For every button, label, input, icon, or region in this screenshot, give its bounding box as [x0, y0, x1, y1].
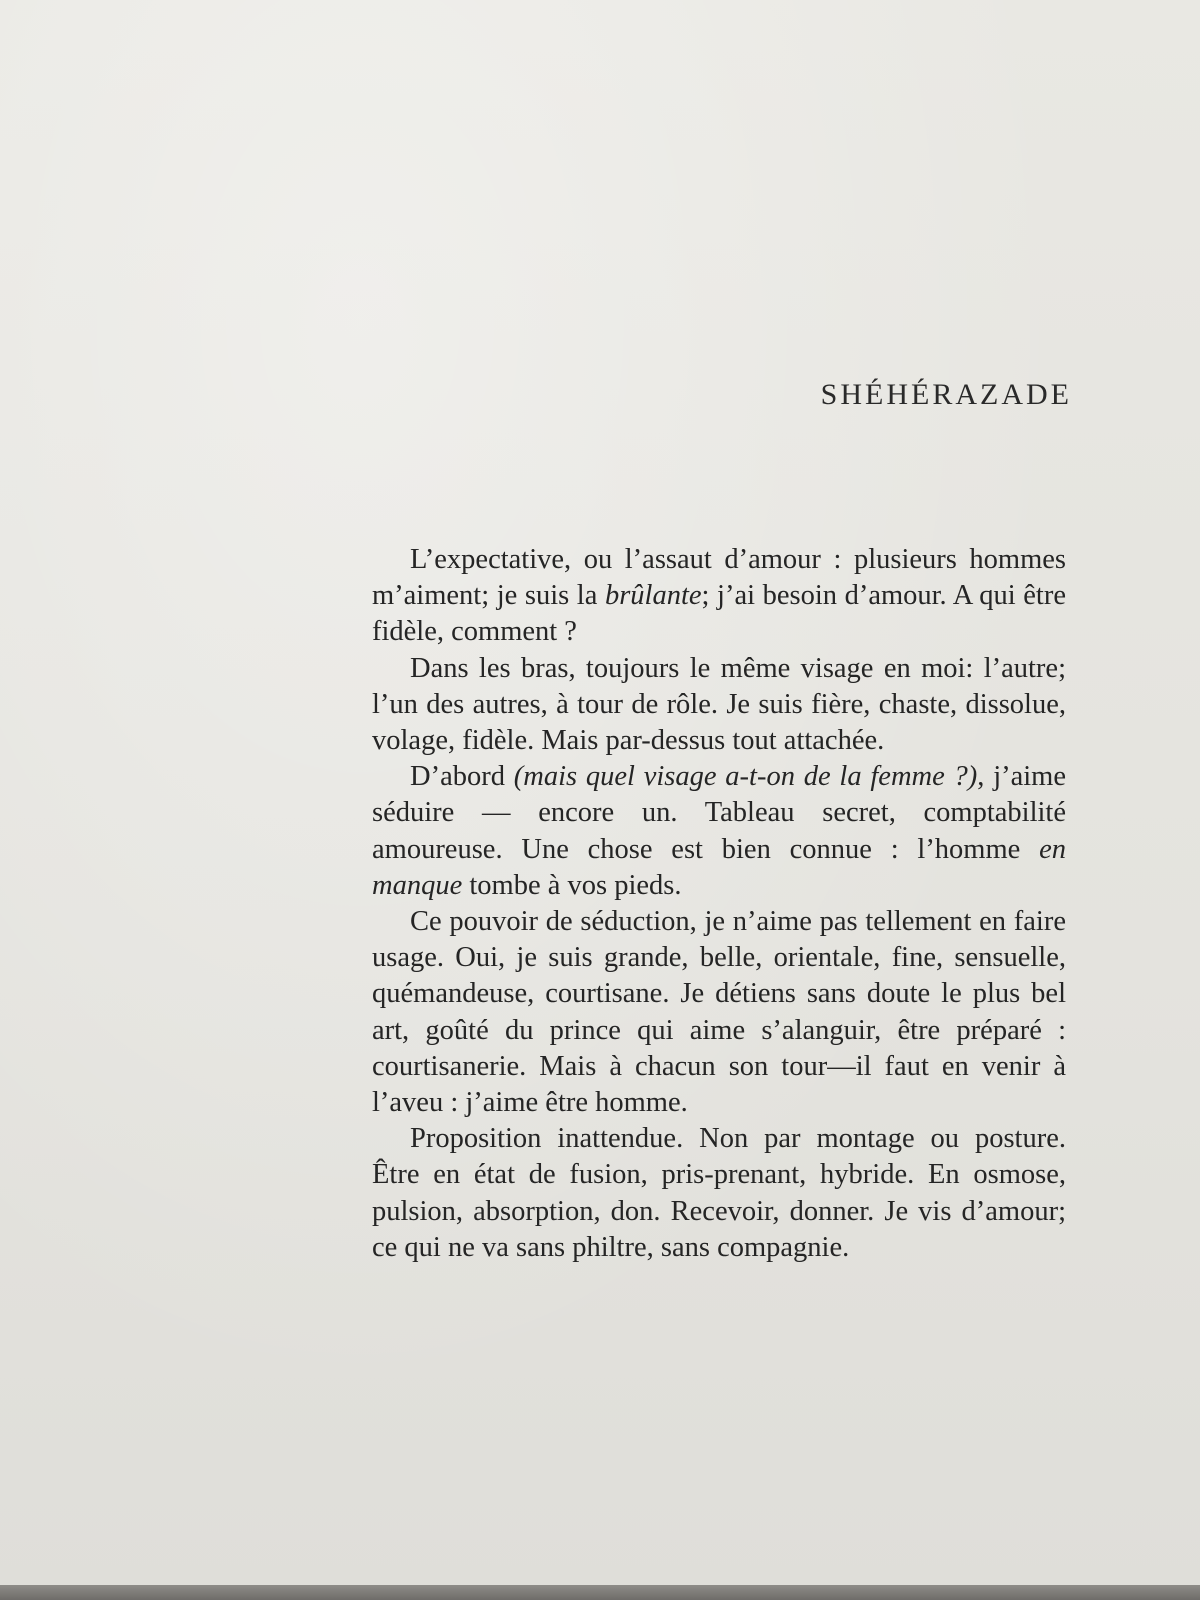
text-run: Ce pouvoir de séduction, je n’aime pas tellement en faire usage. Oui, je suis grande, belle, orientale, fine, sensuelle, quémandeuse, courtisane. Je détiens sans doute le plus bel art, goûté du prince qui aime s’alanguir, être préparé : courtisanerie. Mais à chacun son tour—il faut en venir à l’aveu : j’aime être homme.: [372, 906, 1066, 1119]
page-bottom-edge: [0, 1585, 1200, 1600]
paragraph: [372, 759, 1066, 904]
text-run: , j’aime séduire — encore un. Tableau secret, comptabilité amoureuse. Une chose est bien connue : l’homme: [372, 761, 1066, 865]
paragraph: [372, 651, 1066, 760]
italic-text: brûlante: [604, 580, 702, 612]
paragraph: [372, 904, 1066, 1121]
body-text: [372, 542, 1066, 1266]
text-run: ; j’ai besoin d’amour. A qui être fidèle, comment ?: [372, 580, 1066, 648]
text-run: D’abord: [410, 761, 514, 793]
text-run: tombe à vos pieds.: [462, 869, 682, 901]
page-title: SHÉHÉRAZADE: [820, 378, 1072, 411]
text-run: L’expectative, ou l’assaut d’amour : plusieurs hommes m’aiment; je suis la: [372, 544, 1066, 612]
italic-text: (mais quel visage a-t-on de la femme ?): [513, 761, 978, 793]
italic-text: en manque: [372, 833, 1066, 901]
paragraph: [372, 1121, 1066, 1266]
paragraph: [372, 542, 1066, 651]
text-run: Proposition inattendue. Non par montage ou posture. Être en état de fusion, pris-prenant, hybride. En osmose, pulsion, absorption, don. Recevoir, donner. Je vis d’amour; ce qui ne va sans philtre, sans compagnie.: [372, 1123, 1066, 1263]
text-run: Dans les bras, toujours le même visage en moi: l’autre; l’un des autres, à tour de rôle. Je suis fière, chaste, dissolue, volage, fidèle. Mais par-dessus tout attachée.: [372, 652, 1066, 757]
